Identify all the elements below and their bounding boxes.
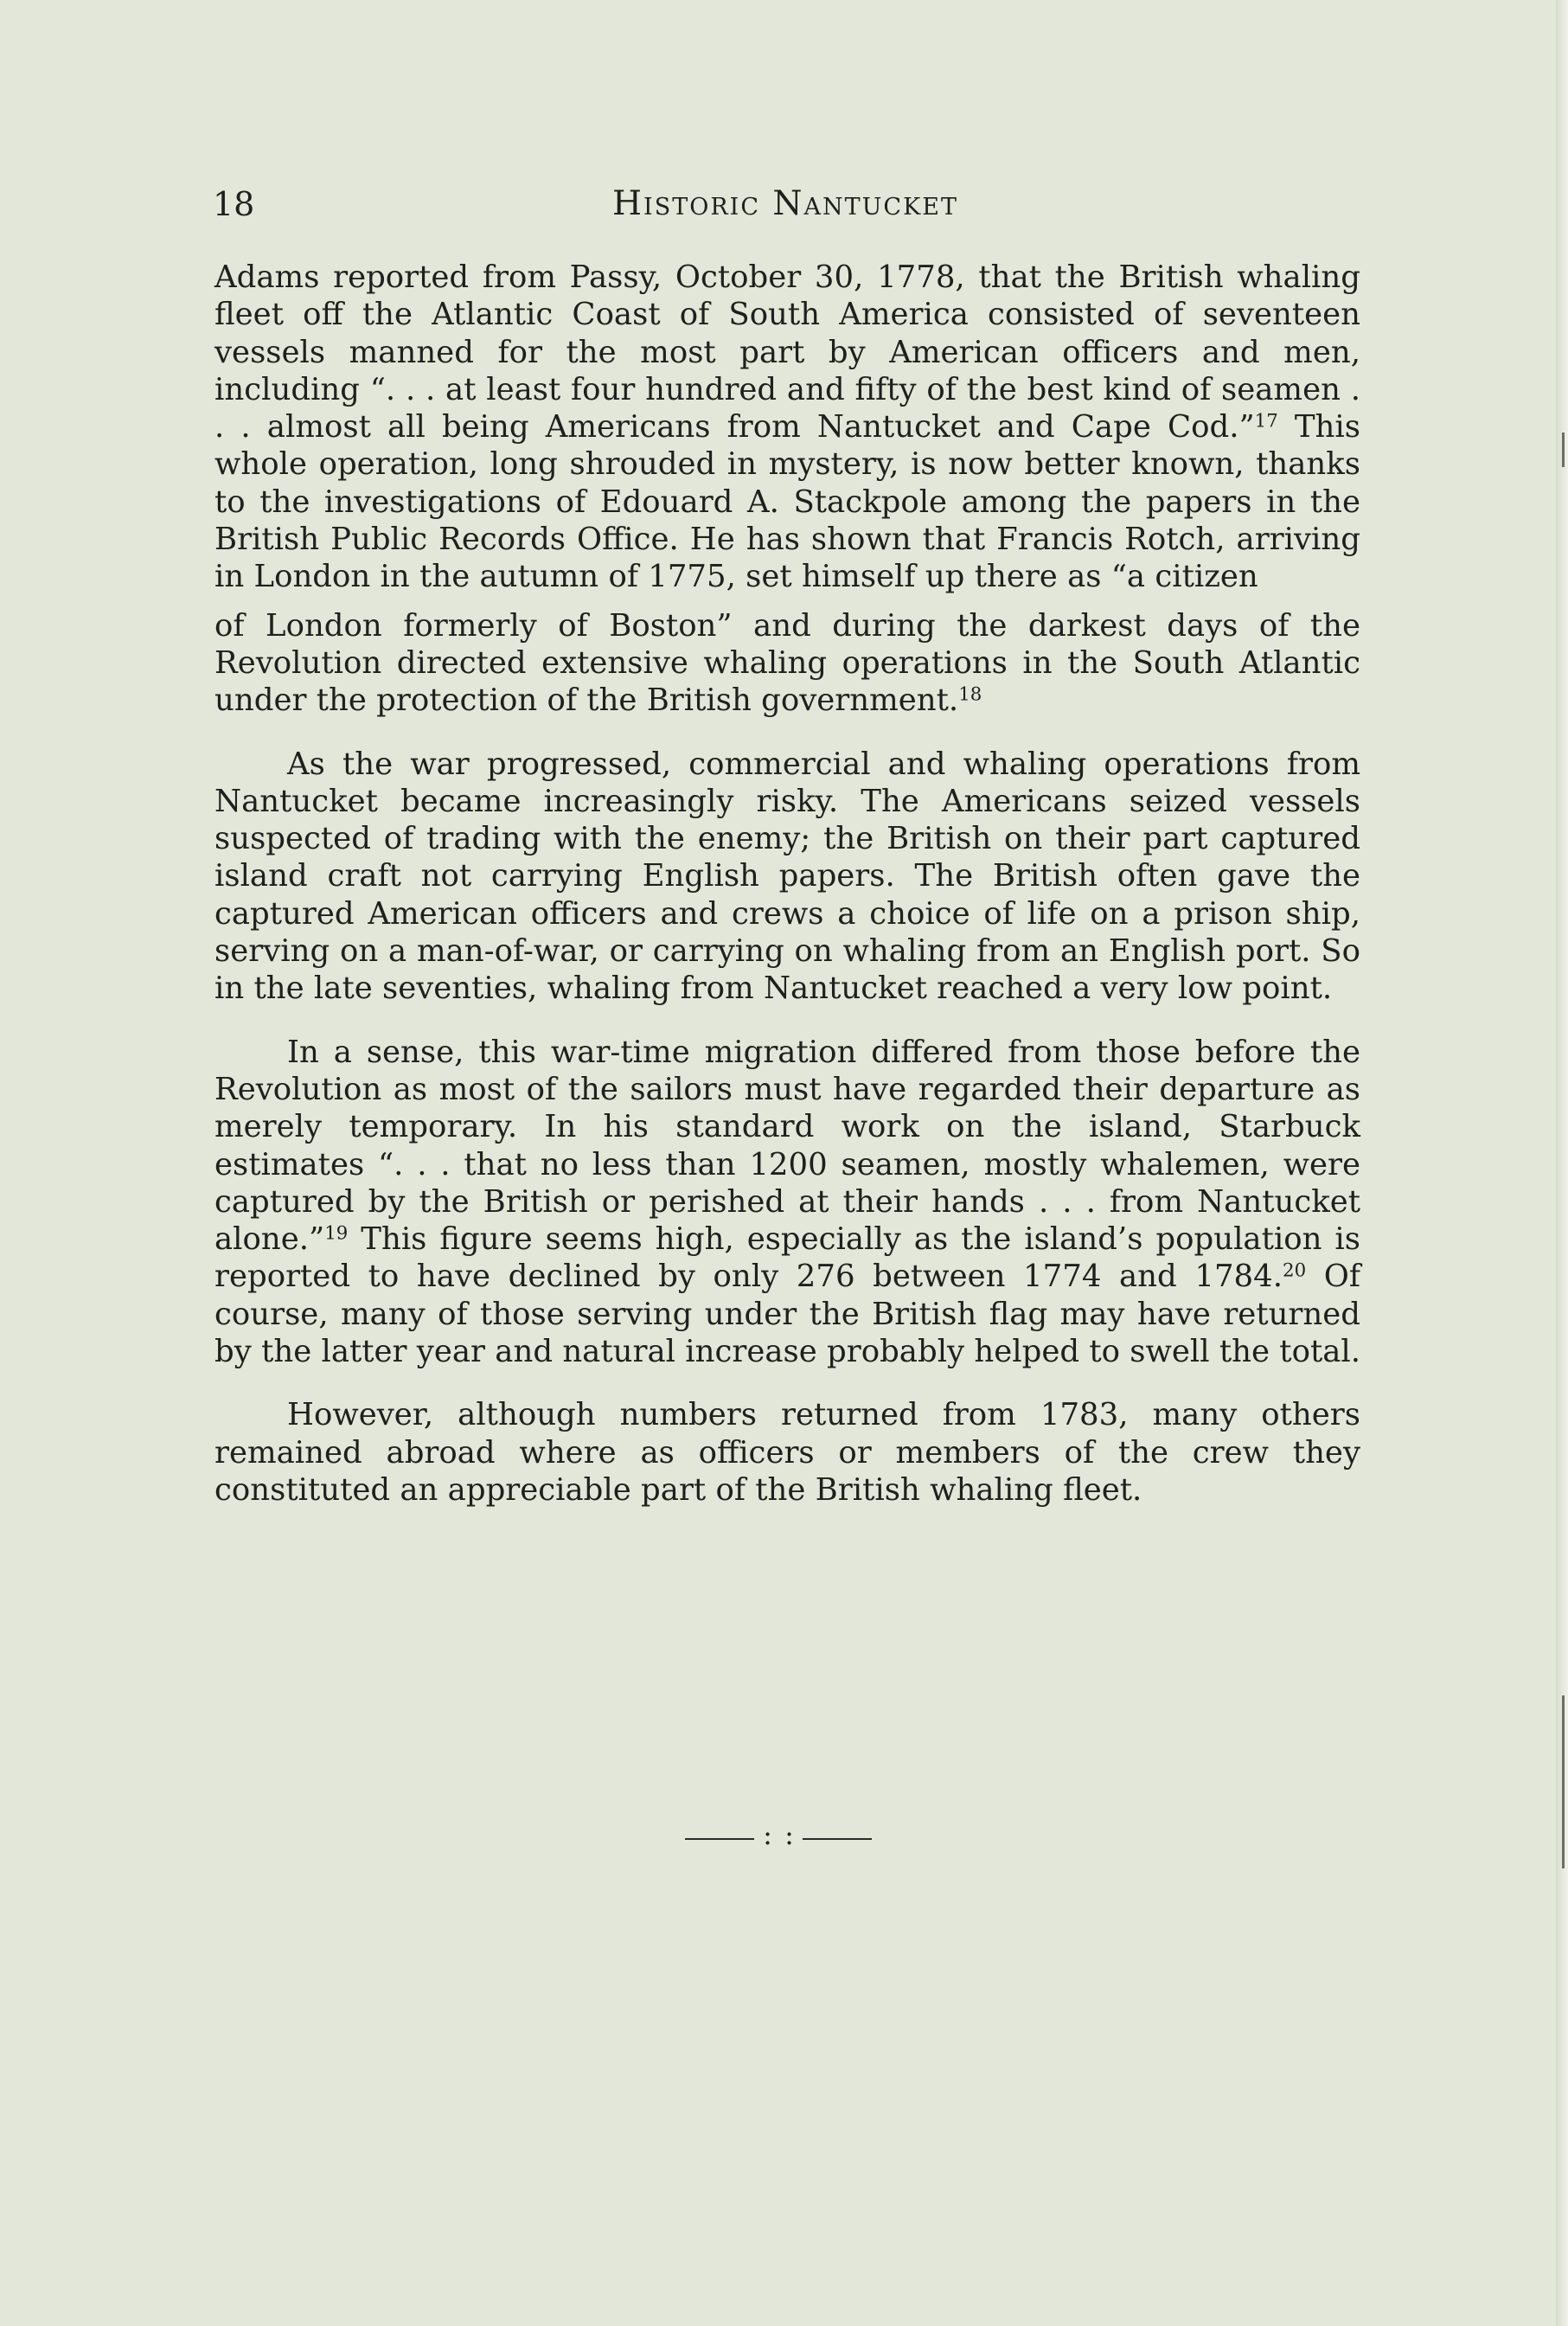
footnote-ref: 18 xyxy=(958,683,982,706)
page-edge-mark xyxy=(1562,433,1565,467)
spacer xyxy=(214,1008,1360,1034)
paragraph: of London formerly of Boston” and during the darkest days of the Revolution directed extensive whaling operations in the South Atlantic under the protection of the British government.$^{18}$ xyxy=(214,607,1360,719)
page-header xyxy=(206,183,1365,227)
ornament-rule-right xyxy=(803,1838,872,1840)
page-edge-mark xyxy=(1562,1695,1565,1868)
footnote-ref: 19 xyxy=(324,1222,349,1245)
ornament-dots: : : xyxy=(763,1818,796,1851)
paragraph: As the war progressed, commercial and whaling operations from Nantucket became increasingly risky. The Americans seized vessels suspected of trading with the enemy; the British on their part captured island craft not carrying English papers. The British often gave the captured American officers and crews a choice of life on a prison ship, serving on a man-of-war, or carrying on whaling from an English port. So in the late seventies, whaling from Nantucket reached a very low point. xyxy=(214,746,1360,1007)
running-title: Historic Nantucket xyxy=(612,184,958,223)
paragraph: Adams reported from Passy, October 30, 1778, that the British whaling fleet off the Atlantic Coast of South America consisted of seventeen vessels manned for the most part by American officers and men, including “. . . at least four hundred and fifty of the best kind of seamen . . . almost all being Americans from Nantucket and Cape Cod.”$^{17}$ This whole operation, long shrouded in mystery, is now better known, thanks to the investigations of Edouard A. Stackpole among the papers in the British Public Records Office. He has shown that Francis Rotch, arriving in London in the autumn of 1775, set himself up there as “a citizen xyxy=(214,260,1360,595)
ornament-rule-left xyxy=(685,1838,754,1840)
page-edge xyxy=(1556,0,1568,2326)
paragraph: However, although numbers returned from 1783, many others remained abroad where as officers or members of the crew they constituted an appreciable part of the British whaling fleet. xyxy=(214,1397,1360,1508)
paragraph: In a sense, this war-time migration differed from those before the Revolution as most of the sailors must have regarded their departure as merely temporary. In his standard work on the island, Starbuck estimates “. . . that no less than 1200 seamen, mostly whalemen, were captured by the British or perished at their hands . . . from Nantucket alone.”$^{19}$ This figure seems high, especially as the island’s population is reported to have declined by only 276 between 1774 and 1784.20 Of course, many of those serving under the British flag may have returned by the latter year and natural increase probably helped to swell the total. xyxy=(214,1034,1361,1370)
footnote-ref: 17 xyxy=(1254,410,1278,433)
page-number: 18 xyxy=(213,185,255,223)
body-text xyxy=(214,259,1360,1509)
spacer xyxy=(214,720,1360,746)
section-ornament xyxy=(685,1818,884,1852)
spacer xyxy=(214,1370,1360,1396)
footnote-ref: 20 xyxy=(1283,1259,1307,1282)
spacer xyxy=(214,596,1360,607)
